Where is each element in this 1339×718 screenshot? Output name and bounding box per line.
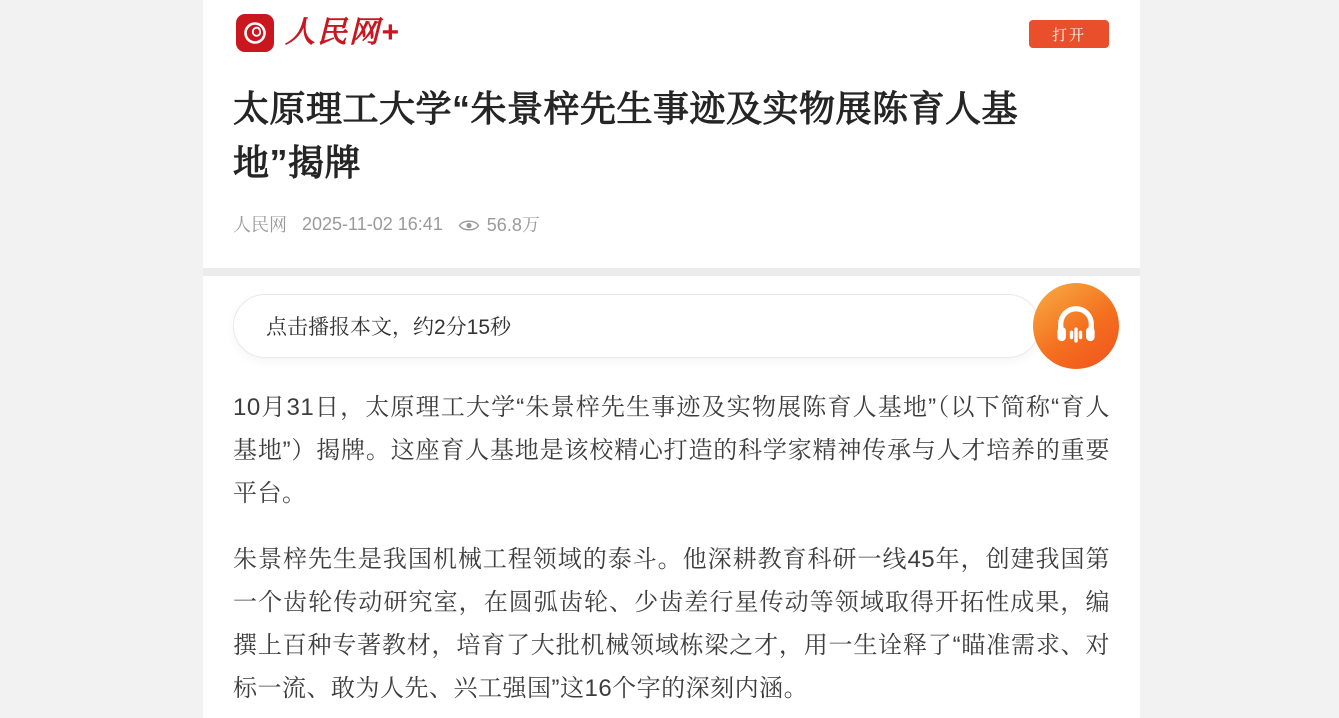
site-logo[interactable] — [236, 14, 401, 52]
article-body — [203, 276, 1140, 710]
article-text — [233, 358, 1110, 710]
byline — [233, 211, 540, 237]
open-app-button[interactable]: 打开 — [1029, 20, 1109, 48]
article-content-column — [203, 0, 1140, 718]
article-paragraph: 10月31日，太原理工大学“朱景梓先生事迹及实物展陈育人基地”（以下简称“育人基地”）揭牌。这座育人基地是该校精心打造的科学家精神传承与人才培养的重要平台。 — [233, 394, 1110, 507]
site-logo-text: 人民网+ — [285, 16, 401, 49]
view-count-value: 56.8万 — [486, 215, 540, 235]
audio-playback-bar[interactable] — [233, 294, 1040, 358]
headphones-icon — [1053, 303, 1099, 350]
article-title: 太原理工大学“朱景梓先生事迹及实物展陈育人基地”揭牌 — [233, 88, 1019, 183]
peoples-daily-logo-icon — [236, 14, 274, 52]
audio-playback-label: 点击播报本文，约2分15秒 — [266, 316, 512, 339]
view-count — [458, 211, 540, 237]
article-paragraph: 朱景梓先生是我国机械工程领域的泰斗。他深耕教育科研一线45年，创建我国第一个齿轮传动研究室，在圆弧齿轮、少齿差行星传动等领域取得开拓性成果，编撰上百种专著教材，培育了大批机械领域栋梁之才，用一生诠释了“瞄准需求、对标一流、敢为人先、兴工强国”这16个字的深刻内涵。 — [233, 546, 1110, 702]
article-header — [203, 0, 1140, 268]
eye-icon — [458, 218, 480, 233]
byline-datetime: 2025-11-02 16:41 — [302, 213, 443, 234]
byline-source: 人民网 — [233, 215, 287, 235]
audio-play-button[interactable] — [1033, 283, 1119, 369]
section-divider — [203, 268, 1140, 276]
